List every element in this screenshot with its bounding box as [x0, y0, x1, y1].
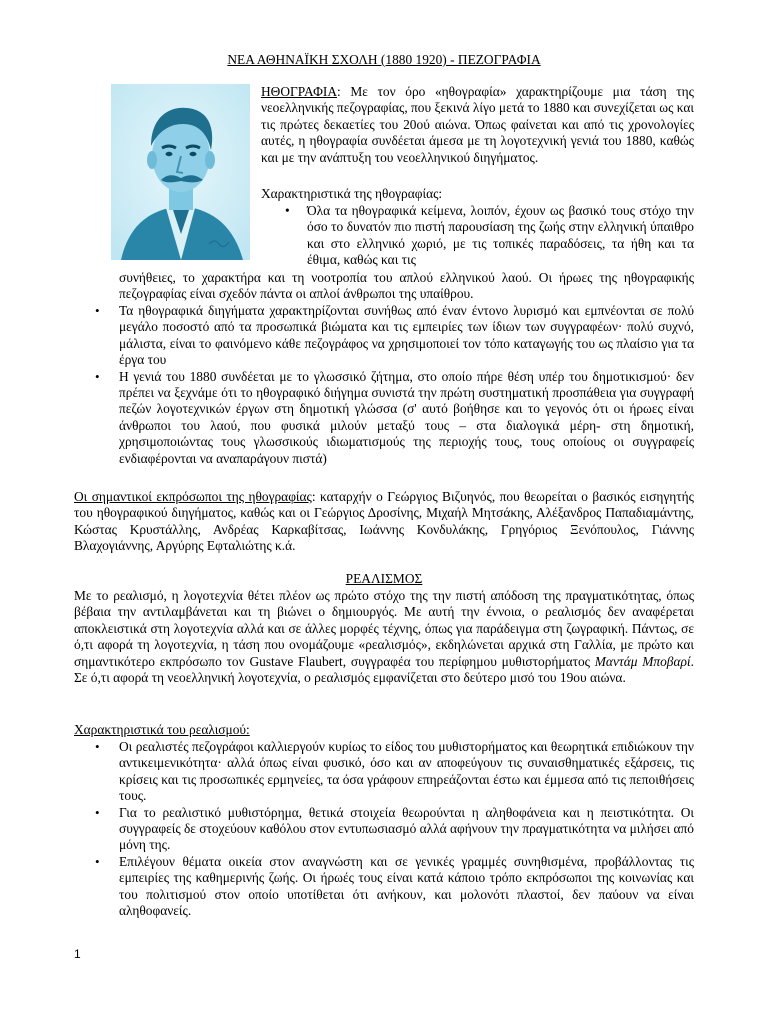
- realism-heading: ΡΕΑΛΙΣΜΟΣ: [345, 571, 423, 586]
- novel-title: Μαντάμ Μποβαρί: [594, 653, 691, 669]
- bullet-marker: •: [95, 739, 100, 754]
- representatives-paragraph: [74, 489, 694, 555]
- author-portrait: [111, 84, 250, 260]
- bullet-marker: •: [95, 804, 100, 820]
- realism-text-before: Με το ρεαλισμό, η λογοτεχνία θέτει πλέον ως πρώτο στόχο της την πιστή απόδοση της πραγματικότητας, όπως βέβαια την αντιλαμβάνεται και τη βιώνει ο δημιουργός. Με αυτή την έννοια, ο ρεαλισμός δεν αναφέρεται αποκλειστικά στη λογοτεχνία αλλά και σε άλλες μορφές τέχνης, όπως για παράδειγμα στη ζωγραφική. Πάντως, σε ό,τι αφορά τη λογοτεχνία, η τάση που ονομάζουμε «ρεαλισμός», εκδηλώνεται αρχικά στη Γαλλία, με πρώτο και σημαντικότερο εκπρόσωπο τον Gustave Flaubert, συγγραφέα του περίφημου μυθιστορήματος: [74, 588, 694, 669]
- representatives-text: : καταρχήν ο Γεώργιος Βιζυηνός, που θεωρείται ο βασικός εισηγητής του ηθογραφικού διηγήματος, καθώς και οι Γεώργιος Δροσίνης, Μιχαήλ Μητσάκης, Αλέξανδρος Παπαδιαμάντης, Κώστας Κρυστάλλης, Ανδρέας Καρκαβίτσας, Ιωάννης Κονδυλάκης, Γρηγόριος Ξενόπουλος, Γιάννης Βλαχογιάννης, Αργύρης Εφταλιώτης κ.ά.: [74, 489, 694, 554]
- ethography-bullet-first: [285, 203, 694, 269]
- list-item-text: Τα ηθογραφικά διηγήματα χαρακτηρίζονται συνήθως από έναν έντονο λυρισμό και εμπνέονται σε πολύ μεγάλο ποσοστό από τα προσωπικά βιώματα και τις εμπειρίες των ίδιων των συγγραφέων· πολύ συχνό, μάλιστα, είναι το φαινόμενο κάθε πεζογράφος να χρησιμοποιεί τον τόπο καταγωγής του ως πλαίσιο για τα έργα του: [119, 303, 694, 368]
- realism-paragraph: [74, 588, 694, 686]
- list-item: [74, 303, 694, 369]
- ethography-heading: Χαρακτηριστικά της ηθογραφίας:: [261, 186, 443, 201]
- list-item: [74, 739, 694, 805]
- realism-subheading: Χαρακτηριστικά του ρεαλισμού:: [74, 722, 250, 737]
- ethography-term: ΗΘΟΓΡΑΦΙΑ: [261, 84, 338, 99]
- portrait-image: [111, 84, 250, 260]
- list-item-text: Για το ρεαλιστικό μυθιστόρημα, θετικά στοιχεία θεωρούνται η αληθοφάνεια και η πειστικότητα. Οι συγγραφείς δε στοχεύουν καθόλου στον εντυπωσιασμό αλλά αφήνουν την πραγματικότητα να μιλήσει από μόνη της.: [119, 804, 694, 853]
- representatives-label: Οι σημαντικοί εκπρόσωποι της ηθογραφίας: [74, 489, 312, 504]
- list-item-text: Επιλέγουν θέματα οικεία στον αναγνώστη και σε γενικές γραμμές συνηθισμένα, προβάλλοντας τις εμπειρίες της καθημερινής ζωής. Οι ήρωές τους είναι κατά κάποιο τρόπο εκπρόσωποι της κοινωνίας και του πολιτισμού στον οποίο υποτίθεται ότι ανήκουν, και μολονότι πλαστοί, δεν παύουν να είναι αληθοφανείς.: [119, 853, 694, 919]
- ethography-bullet-first-continued: συνήθειες, το χαρακτήρα και τη νοοτροπία του απλού ελληνικού λαού. Οι ήρωες της ηθογραφικής πεζογραφίας είναι σχεδόν πάντα οι απλοί άνθρωποι της υπαίθρου.: [119, 270, 694, 302]
- ethography-list: [74, 303, 694, 467]
- bullet-marker: •: [285, 203, 290, 218]
- realism-text-after: . Σε ό,τι αφορά τη νεοελληνική λογοτεχνία, ο ρεαλισμός εμφανίζεται στο δεύτερο μισό του 19ου αιώνα.: [74, 653, 694, 686]
- list-item-text: Οι ρεαλιστές πεζογράφοι καλλιεργούν κυρίως το είδος του μυθιστορήματος και θεωρητικά επιδιώκουν την αντικειμενικότητα· αλλά όπως είναι φυσικό, όσο και αν αποφεύγουν τις συναισθηματικές εξάρσεις, τις κρίσεις και τις προσωπικές ερμηνείες, τα όσα γράφουν επηρεάζονται έστω και έμμεσα από τις πεποιθήσεις τους.: [119, 739, 694, 804]
- intro-paragraph: [261, 84, 694, 166]
- page-title: ΝΕΑ ΑΘΗΝΑΪΚΗ ΣΧΟΛΗ (1880 1920) - ΠΕΖΟΓΡΑΦΙΑ: [227, 52, 541, 67]
- list-item: [74, 369, 694, 467]
- intro-text: : Με τον όρο «ηθογραφία» χαρακτηρίζουμε μια τάση της νεοελληνικής πεζογραφίας, που ξεκινά λίγο μετά το 1880 και συνεχίζεται ως και τις πρώτες δεκαετίες του 20ού αιώνα. Όπως φαίνεται και από τις χρονολογίες αυτές, η ηθογραφία συνδέεται άμεσα με τη λογοτεχνική γενιά του 1880, καθώς και με την ανάπτυξη του νεοελληνικού διηγήματος.: [261, 84, 694, 165]
- ethography-bullet-first-text: Όλα τα ηθογραφικά κείμενα, λοιπόν, έχουν ως βασικό τους στόχο την όσο το δυνατόν πιο πιστή παρουσίαση της ζωής στην ελληνική ύπαιθρο και στο ελληνικό χωριό, με τις τοπικές παραδόσεις, τα ήθη και τα έθιμα, καθώς και τις: [307, 203, 694, 268]
- bullet-marker: •: [95, 853, 100, 869]
- bullet-marker: •: [95, 303, 100, 318]
- realism-list: [74, 739, 694, 919]
- list-item: [74, 854, 694, 920]
- list-item-text: Η γενιά του 1880 συνδέεται με το γλωσσικό ζήτημα, στο οποίο πήρε θέση υπέρ του δημοτικισμού· δεν πρέπει να ξεχνάμε ότι το ηθογραφικό διήγημα συνιστά την πρώτη συστηματική προσπάθεια για συγγραφή πεζών λογοτεχνικών έργων στη δημοτική γλώσσα (σ' αυτό βοήθησε και το γεγονός ότι οι ήρωες είναι άνθρωποι του λαού, που φυσικά μιλούν μεταξύ τους – στα διαλογικά μέρη- στη δημοτική, χρησιμοποιώντας τους γλωσσικούς ιδιωματισμούς της περιοχής τους, τους οποίους οι συγγραφείς ενδιαφέρονται να αναπαράγουν πιστά): [119, 368, 694, 466]
- list-item: [74, 805, 694, 854]
- bullet-marker: •: [95, 368, 100, 384]
- page-number: 1: [74, 947, 81, 961]
